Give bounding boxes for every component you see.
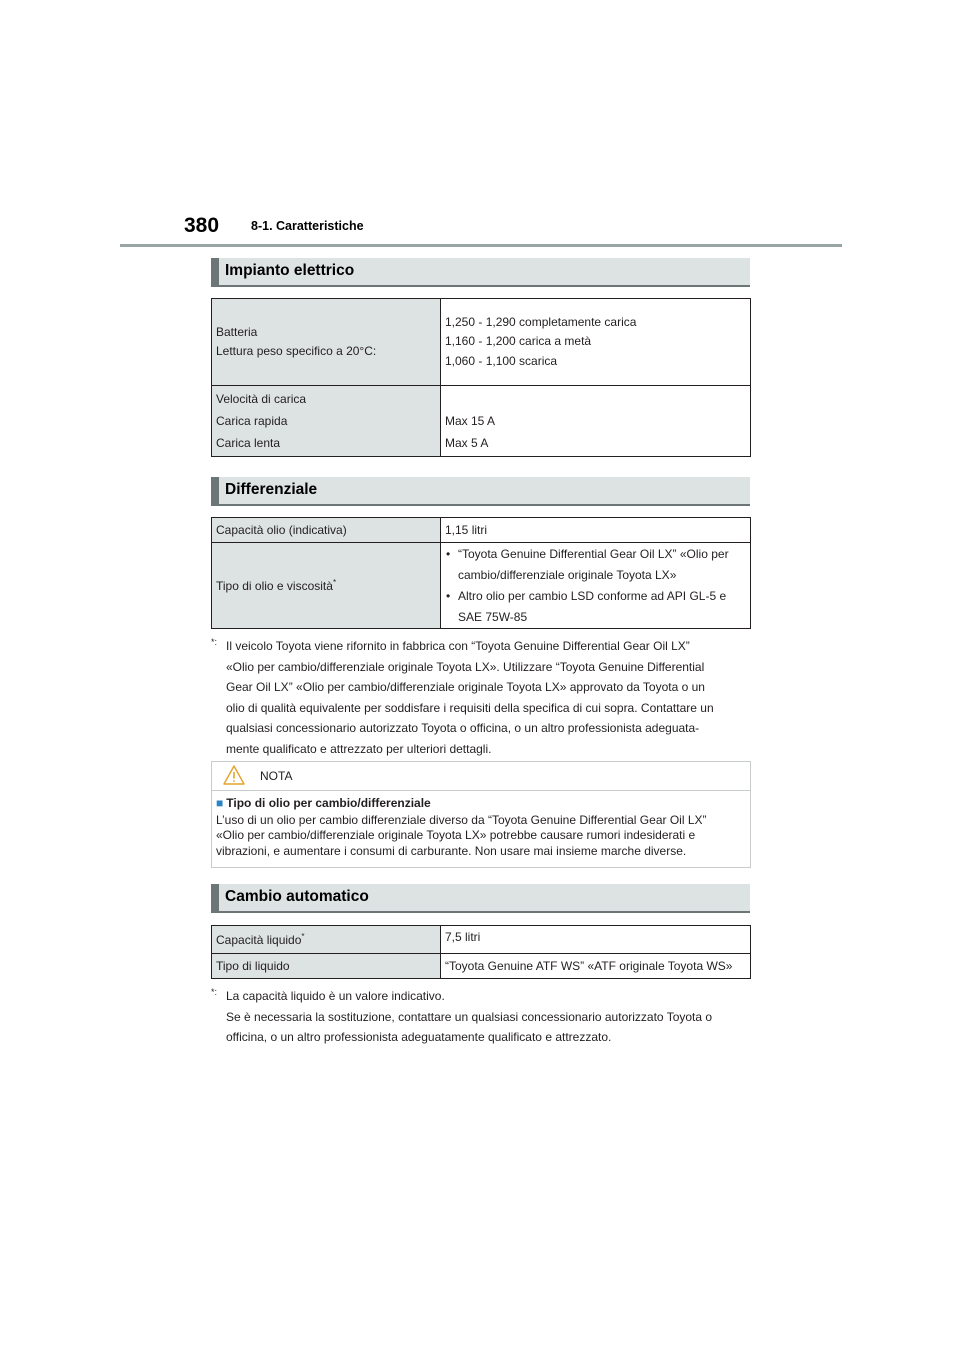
section-heading-text: Impianto elettrico bbox=[225, 262, 355, 279]
list-item-line: • Altro olio per cambio LSD conforme ad API GL-5 e bbox=[458, 588, 727, 603]
table-cell-value: “Toyota Genuine ATF WS” «ATF originale Toyota WS» bbox=[441, 954, 751, 979]
table-cell-label: Capacità olio (indicativa) bbox=[212, 518, 441, 543]
nota-title-text: Tipo di olio per cambio/differenziale bbox=[226, 796, 431, 810]
section-heading-cambio bbox=[211, 884, 750, 913]
table-row bbox=[212, 386, 751, 457]
list-item-line: SAE 75W-85 bbox=[458, 609, 528, 624]
table-cell-label bbox=[212, 299, 441, 386]
table-cell-label bbox=[212, 543, 441, 629]
section-heading-text: Differenziale bbox=[225, 481, 318, 498]
oil-type-list bbox=[445, 544, 746, 628]
table-cell-label: Tipo di liquido bbox=[212, 954, 441, 979]
list-item bbox=[445, 544, 746, 586]
list-item-line: • “Toyota Genuine Differential Gear Oil LX” «Olio per bbox=[458, 546, 729, 561]
section-heading-differenziale bbox=[211, 477, 750, 506]
table-cell-value bbox=[441, 299, 751, 386]
table-row bbox=[212, 954, 751, 979]
footnote-marker: *: bbox=[211, 637, 218, 647]
carica-value: Max 15 A bbox=[445, 414, 496, 428]
carica-label: Carica lenta bbox=[216, 436, 281, 450]
footnote-line: «Olio per cambio/differenziale originale Toyota LX». Utilizzare “Toyota Genuine Differential bbox=[226, 659, 705, 674]
footnote-marker: *: bbox=[211, 987, 218, 997]
table-cell-value: 1,15 litri bbox=[441, 518, 751, 543]
footnote-line: qualsiasi concessionario autorizzato Toyota o officina, o un altro professionista adeguata- bbox=[226, 721, 700, 736]
table-row bbox=[212, 543, 751, 629]
batteria-value: 1,160 - 1,200 carica a metà bbox=[445, 334, 592, 349]
section-title: 8-1. Caratteristiche bbox=[251, 219, 364, 233]
footnote-marker: * bbox=[301, 932, 305, 941]
capacita-liquido-label: Capacità liquido bbox=[216, 933, 302, 947]
carica-label: Velocità di carica bbox=[216, 392, 307, 406]
cambio-table bbox=[211, 925, 751, 979]
nota-line: L’uso di un olio per cambio differenziale diverso da “Toyota Genuine Differential Gear Oil LX” bbox=[216, 812, 707, 827]
footnote-line: Il veicolo Toyota viene rifornito in fabbrica con “Toyota Genuine Differential Gear Oil LX” bbox=[226, 639, 690, 653]
table-row bbox=[212, 926, 751, 954]
section-heading-text: Cambio automatico bbox=[225, 888, 369, 905]
footnote-line: mente qualificato e attrezzato per ulteriori dettagli. bbox=[226, 741, 492, 756]
impianto-table bbox=[211, 298, 751, 457]
table-cell-value: 7,5 litri bbox=[441, 926, 751, 954]
table-cell-label bbox=[212, 386, 441, 457]
header-divider bbox=[120, 244, 842, 247]
nota-header bbox=[212, 762, 750, 791]
table-cell-label bbox=[212, 926, 441, 954]
table-cell-value bbox=[441, 386, 751, 457]
list-item bbox=[445, 586, 746, 628]
footnote-cambio bbox=[211, 986, 731, 1048]
nota-box bbox=[211, 761, 751, 868]
table-row bbox=[212, 518, 751, 543]
batteria-value: 1,060 - 1,100 scarica bbox=[445, 353, 558, 368]
carica-value: Max 5 A bbox=[445, 436, 489, 450]
nota-line: vibrazioni, e aumentare i consumi di carburante. Non usare mai insieme marche diverse. bbox=[216, 843, 687, 858]
batteria-label-2: Lettura peso specifico a 20°C: bbox=[216, 344, 377, 358]
list-item-line: cambio/differenziale originale Toyota LX» bbox=[458, 567, 677, 582]
tipo-olio-label: Tipo di olio e viscosità bbox=[216, 579, 333, 593]
footnote-marker: * bbox=[332, 578, 337, 587]
footnote-line: La capacità liquido è un valore indicativo. bbox=[226, 989, 445, 1003]
footnote-differenziale bbox=[211, 636, 731, 760]
square-bullet-icon: ■ bbox=[216, 796, 224, 810]
footnote-line: Gear Oil LX” «Olio per cambio/differenziale originale Toyota LX» approvato da Toyota o un bbox=[226, 680, 705, 695]
nota-label: NOTA bbox=[260, 769, 293, 783]
footnote-line: officina, o un altro professionista adeguatamente qualificato e attrezzato. bbox=[226, 1030, 612, 1045]
section-heading-impianto bbox=[211, 258, 750, 287]
table-cell-value bbox=[441, 543, 751, 629]
footnote-line: olio di qualità equivalente per soddisfare i requisiti della specifica di cui sopra. Contattare un bbox=[226, 700, 714, 715]
carica-label: Carica rapida bbox=[216, 414, 288, 428]
differenziale-table bbox=[211, 517, 751, 629]
warning-icon bbox=[223, 765, 245, 785]
footnote-line: Se è necessaria la sostituzione, contattare un qualsiasi concessionario autorizzato Toyota o bbox=[226, 1009, 713, 1024]
nota-line: «Olio per cambio/differenziale originale Toyota LX» potrebbe causare rumori indesiderati e bbox=[216, 828, 696, 842]
page-number: 380 bbox=[184, 214, 220, 237]
nota-body bbox=[212, 791, 750, 859]
batteria-value: 1,250 - 1,290 completamente carica bbox=[445, 314, 637, 329]
batteria-label: Batteria bbox=[216, 324, 258, 339]
nota-title bbox=[216, 796, 750, 812]
table-row bbox=[212, 299, 751, 386]
